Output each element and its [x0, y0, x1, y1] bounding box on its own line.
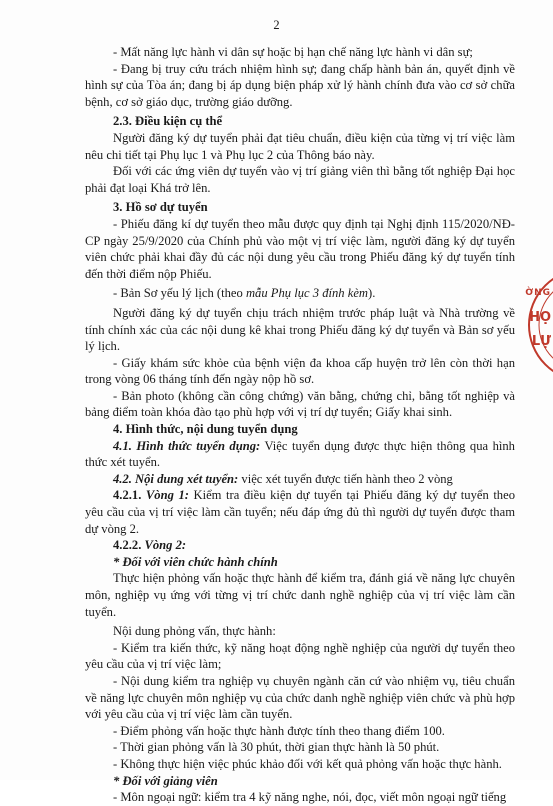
paragraph	[85, 471, 515, 488]
paragraph: Người đăng ký dự tuyển phải đạt tiêu chuẩn, điều kiện của từng vị trí việc làm nêu chi tiết tại Phụ lục 1 và Phụ lục 2 của Thông báo này.	[85, 130, 515, 162]
paragraph: - Môn ngoại ngữ: kiểm tra 4 kỹ năng nghe, nói, đọc, viết môn ngoại ngữ tiếng	[113, 790, 507, 805]
seal-text: LỰ	[531, 334, 551, 349]
text: Kiểm tra điều kiện dự tuyển tại Phiếu đăng ký dự tuyển theo yêu cầu của vị trí việc làm cần tuyển; nếu đáp ứng đủ thì người dự tuyển được tham dự vòng 2.	[85, 488, 515, 536]
paragraph: Nội dung phỏng vấn, thực hành:	[113, 624, 276, 639]
subheading: 4.1. Hình thức tuyển dụng:	[113, 438, 261, 453]
section-heading: 2.3. Điều kiện cụ thể	[113, 114, 223, 129]
seal-text: ỜNG	[525, 288, 551, 298]
text: Việc tuyển dụng được thực hiện thông qua hình thức xét tuyển.	[85, 438, 515, 470]
paragraph: Người đăng ký dự tuyển chịu trách nhiệm trước pháp luật và Nhà trường về tính chính xác của các nội dung kê khai trong Phiếu đăng ký dự tuyển và Bản sơ yếu lý lịch.	[85, 305, 515, 354]
paragraph	[85, 537, 515, 554]
paragraph: - Mất năng lực hành vi dân sự hoặc bị hạn chế năng lực hành vi dân sự;	[113, 45, 473, 59]
red-seal-stamp	[523, 270, 553, 390]
page-number: 2	[273, 18, 280, 32]
paragraph	[85, 438, 515, 471]
paragraph: - Đang bị truy cứu trách nhiệm hình sự; đang chấp hành bản án, quyết định về hình sự của Tòa án; đang bị áp dụng biện pháp xử lý hành chính đưa vào cơ sở chữa bệnh, cơ sở giáo dục, trường giáo dưỡng.	[85, 61, 515, 109]
text: - Bản Sơ yếu lý lịch (theo	[113, 286, 246, 301]
paragraph: - Không thực hiện việc phúc khảo đối với kết quả phỏng vấn hoặc thực hành.	[113, 756, 502, 771]
subheading: Vòng 2:	[144, 538, 187, 553]
text: ).	[368, 286, 376, 301]
section-heading: 4. Hình thức, nội dung tuyển dụng	[113, 422, 298, 437]
paragraph: - Điểm phỏng vấn hoặc thực hành được tính theo thang điểm 100.	[113, 723, 445, 738]
seal-text: HỌ	[529, 310, 551, 325]
section-heading: 3. Hồ sơ dự tuyển	[113, 200, 208, 215]
subheading: 4.2. Nội dung xét tuyển:	[113, 471, 239, 486]
subheading-number: 4.2.2.	[113, 538, 145, 553]
subheading: Vòng 1:	[145, 488, 189, 503]
paragraph: - Giấy khám sức khỏe của bệnh viện đa khoa cấp huyện trở lên còn thời hạn trong vòng 06 tháng tính đến ngày nộp hồ sơ.	[85, 355, 515, 387]
paragraph: - Thời gian phỏng vấn là 30 phút, thời gian thực hành là 50 phút.	[113, 740, 440, 755]
paragraph	[85, 285, 515, 302]
paragraph: - Bản photo (không cần công chứng) văn bằng, chứng chỉ, bằng tốt nghiệp và bảng điểm toàn khóa đào tạo phù hợp với vị trí dự tuyển; Giấy khai sinh.	[85, 388, 515, 420]
paragraph: - Kiểm tra kiến thức, kỹ năng hoạt động nghề nghiệp của người dự tuyển theo yêu cầu của vị trí việc làm;	[85, 640, 515, 672]
paragraph	[85, 487, 515, 537]
italic-text: mẫu Phụ lục 3 đính kèm	[245, 286, 369, 301]
paragraph: - Phiếu đăng kí dự tuyển theo mẫu được quy định tại Nghị định 115/2020/NĐ-CP ngày 25/9/2020 của Chính phủ vào một vị trí việc làm, người đăng ký dự tuyển viên chức phải khai đầy đủ các nội dung yêu cầu trong Phiếu đăng ký dự tuyển tính đến thời điểm nộp Phiếu.	[85, 216, 515, 281]
subsection-title: * Đối với giảng viên	[113, 773, 218, 788]
paragraph: Đối với các ứng viên dự tuyển vào vị trí giảng viên thì bằng tốt nghiệp Đại học phải đạt loại Khá trở lên.	[85, 164, 515, 195]
subsection-title: * Đối với viên chức hành chính	[113, 554, 278, 569]
subheading-number: 4.2.1.	[113, 488, 146, 503]
text: việc xét tuyển được tiến hành theo 2 vòng	[238, 471, 453, 486]
paragraph: Thực hiện phỏng vấn hoặc thực hành để kiểm tra, đánh giá về năng lực chuyên môn, nghiệp vụ ứng với từng vị trí chức danh nghề nghiệp của vị trí việc làm cần tuyển.	[85, 571, 515, 619]
paragraph: - Nội dung kiểm tra nghiệp vụ chuyên ngành căn cứ vào nhiệm vụ, tiêu chuẩn về năng lực chuyên môn nghiệp vụ của chức danh nghề nghiệp viên chức và phù hợp với yêu cầu của vị trí việc làm cần tuyển.	[85, 673, 515, 722]
document-body	[85, 44, 515, 806]
